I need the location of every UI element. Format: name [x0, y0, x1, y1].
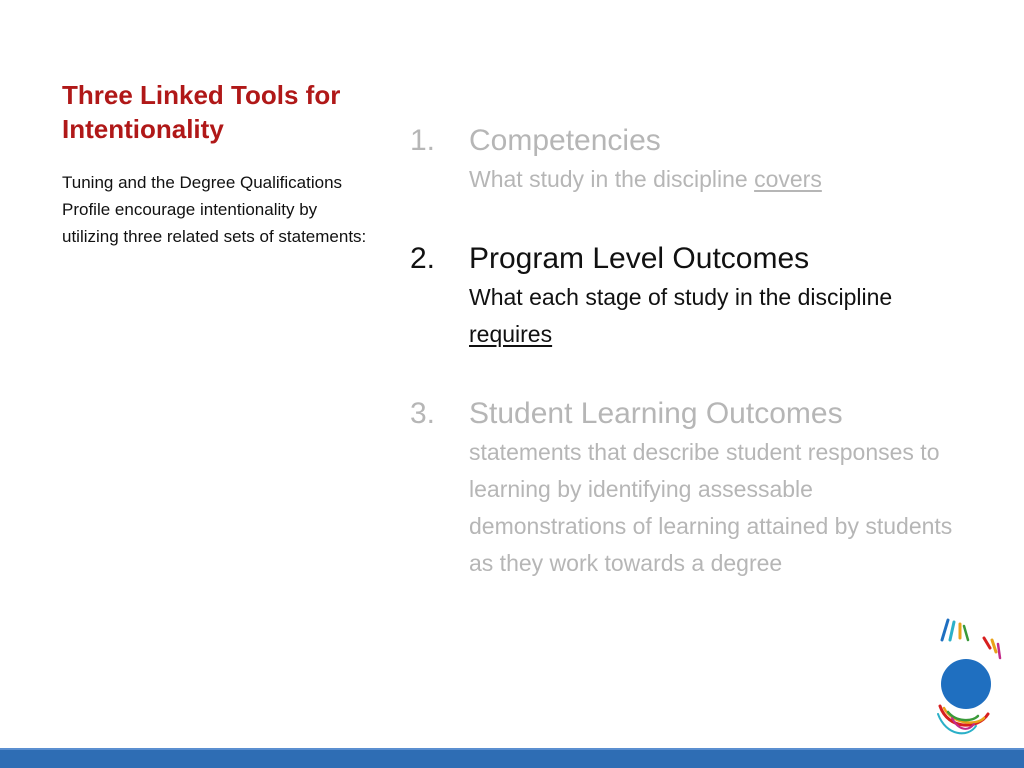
footer-bar	[0, 748, 1024, 768]
item-description-text: statements that describe student responses to learning by identifying assessable demonstrations of learning attained by students as they work towards a degree	[469, 439, 953, 576]
item-description-emphasis: covers	[754, 166, 822, 192]
list-item-student-learning-outcomes	[410, 394, 990, 582]
item-description-text: What study in the discipline	[469, 166, 755, 192]
item-description	[469, 279, 959, 353]
slide-title: Three Linked Tools for Intentionality	[62, 80, 341, 144]
item-description	[469, 434, 959, 582]
item-description-emphasis: requires	[469, 321, 553, 347]
item-description-text: What each stage of study in the discipline	[469, 284, 893, 310]
tuning-logo-icon	[928, 618, 1008, 742]
item-heading: Student Learning Outcomes	[469, 397, 843, 430]
slide-subtitle: Tuning and the Degree Qualifications Profile encourage intentionality by utilizing three related sets of statements:	[62, 173, 367, 246]
list-item-competencies	[410, 121, 990, 198]
item-heading: Competencies	[469, 124, 661, 157]
item-number: 2.	[410, 242, 436, 275]
item-number: 1.	[410, 124, 436, 157]
tools-list	[410, 121, 990, 582]
item-heading: Program Level Outcomes	[469, 242, 810, 275]
item-number: 3.	[410, 397, 436, 430]
item-description	[469, 161, 959, 198]
list-item-program-level-outcomes	[410, 239, 990, 353]
